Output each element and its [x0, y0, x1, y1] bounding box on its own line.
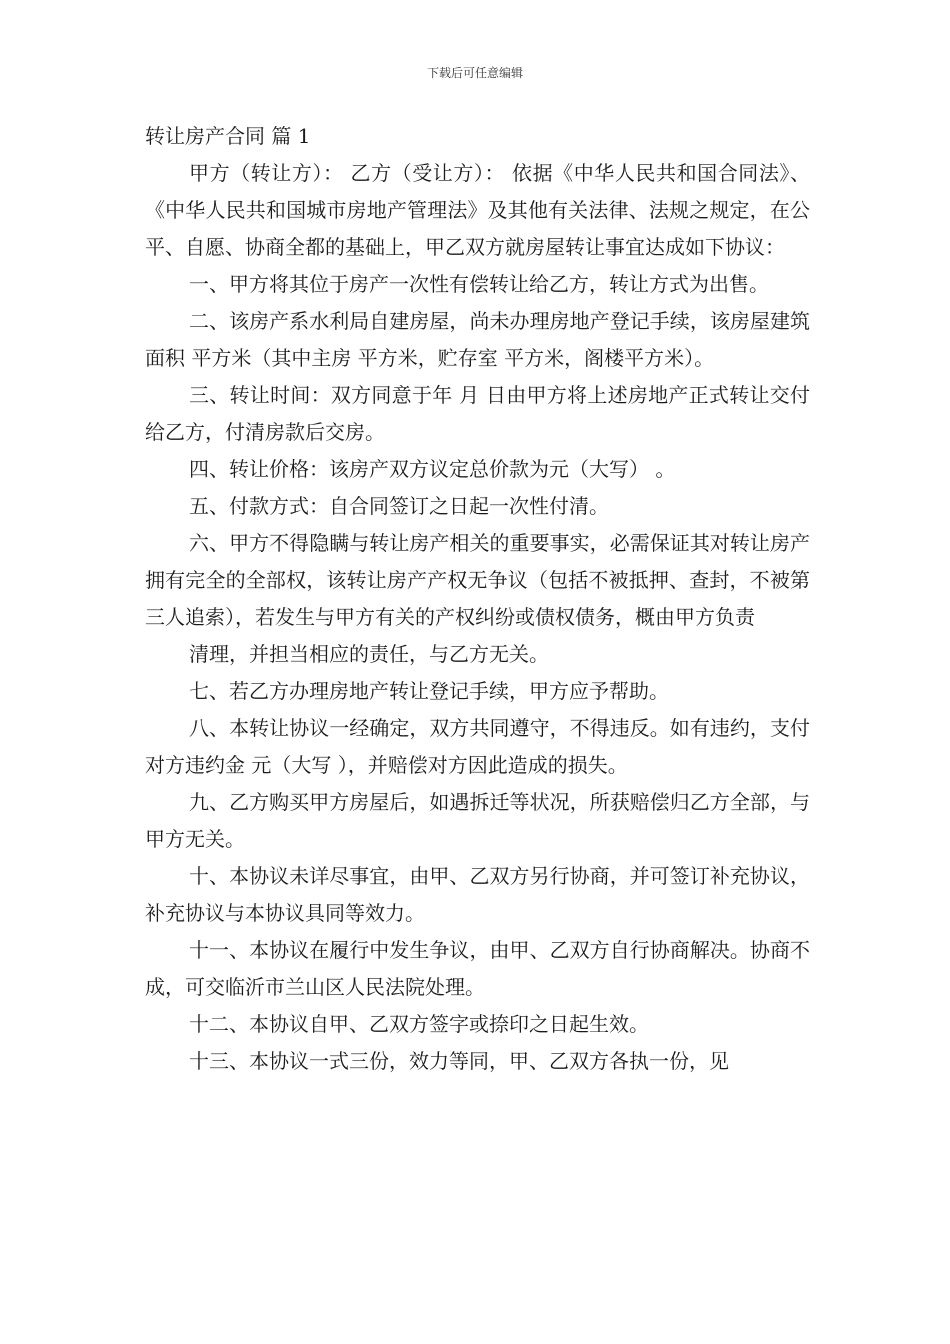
clause-4: 四、转让价格：该房产双方议定总价款为元（大写） 。 [189, 457, 676, 481]
document-body [145, 118, 810, 1080]
clause-1: 一、甲方将其位于房产一次性有偿转让给乙方，转让方式为出售。 [189, 272, 769, 296]
clause-3: 三、转让时间：双方同意于年 月 日由甲方将上述房地产正式转让交付给乙方，付清房款后交房。 [145, 383, 810, 444]
document-title: 转让房产合同 篇 1 [145, 124, 311, 148]
clause-7: 七、若乙方办理房地产转让登记手续，甲方应予帮助。 [189, 679, 669, 703]
clause-6: 六、甲方不得隐瞒与转让房产相关的重要事实，必需保证其对转让房产拥有完全的全部权，该转让房产产权无争议（包括不被抵押、查封，不被第三人追索），若发生与甲方有关的产权纠纷或债权债务，概由甲方负责 [145, 531, 810, 629]
clause-13: 十三、本协议一式三份，效力等同，甲、乙双方各执一份，见 [189, 1049, 729, 1073]
clause-12: 十二、本协议自甲、乙双方签字或捺印之日起生效。 [189, 1012, 649, 1036]
clause-5: 五、付款方式：自合同签订之日起一次性付清。 [189, 494, 609, 518]
clause-9: 九、乙方购买甲方房屋后，如遇拆迁等状况，所获赔偿归乙方全部，与甲方无关。 [145, 790, 810, 851]
clause-8: 八、本转让协议一经确定，双方共同遵守，不得违反。如有违约，支付对方违约金 元（大写 ），并赔偿对方因此造成的损失。 [145, 716, 810, 777]
page-header: 下载后可任意编辑 [426, 66, 523, 80]
clause-11: 十一、本协议在履行中发生争议，由甲、乙双方自行协商解决。协商不成，可交临沂市兰山区人民法院处理。 [145, 938, 810, 999]
clause-6-continued: 清理，并担当相应的责任，与乙方无关。 [189, 642, 549, 666]
paragraph-parties: 甲方（转让方）： 乙方（受让方）： 依据《中华人民共和国合同法》、《中华人民共和国城市房地产管理法》及其他有关法律、法规之规定，在公平、自愿、协商全都的基础上，甲乙双方就房屋转让事宜达成如下协议： [145, 161, 810, 259]
clause-10: 十、本协议未详尽事宜，由甲、乙双方另行协商，并可签订补充协议，补充协议与本协议具同等效力。 [145, 864, 810, 925]
clause-2: 二、该房产系水利局自建房屋，尚未办理房地产登记手续，该房屋建筑面积 平方米（其中主房 平方米，贮存室 平方米，阁楼平方米）。 [145, 309, 810, 370]
